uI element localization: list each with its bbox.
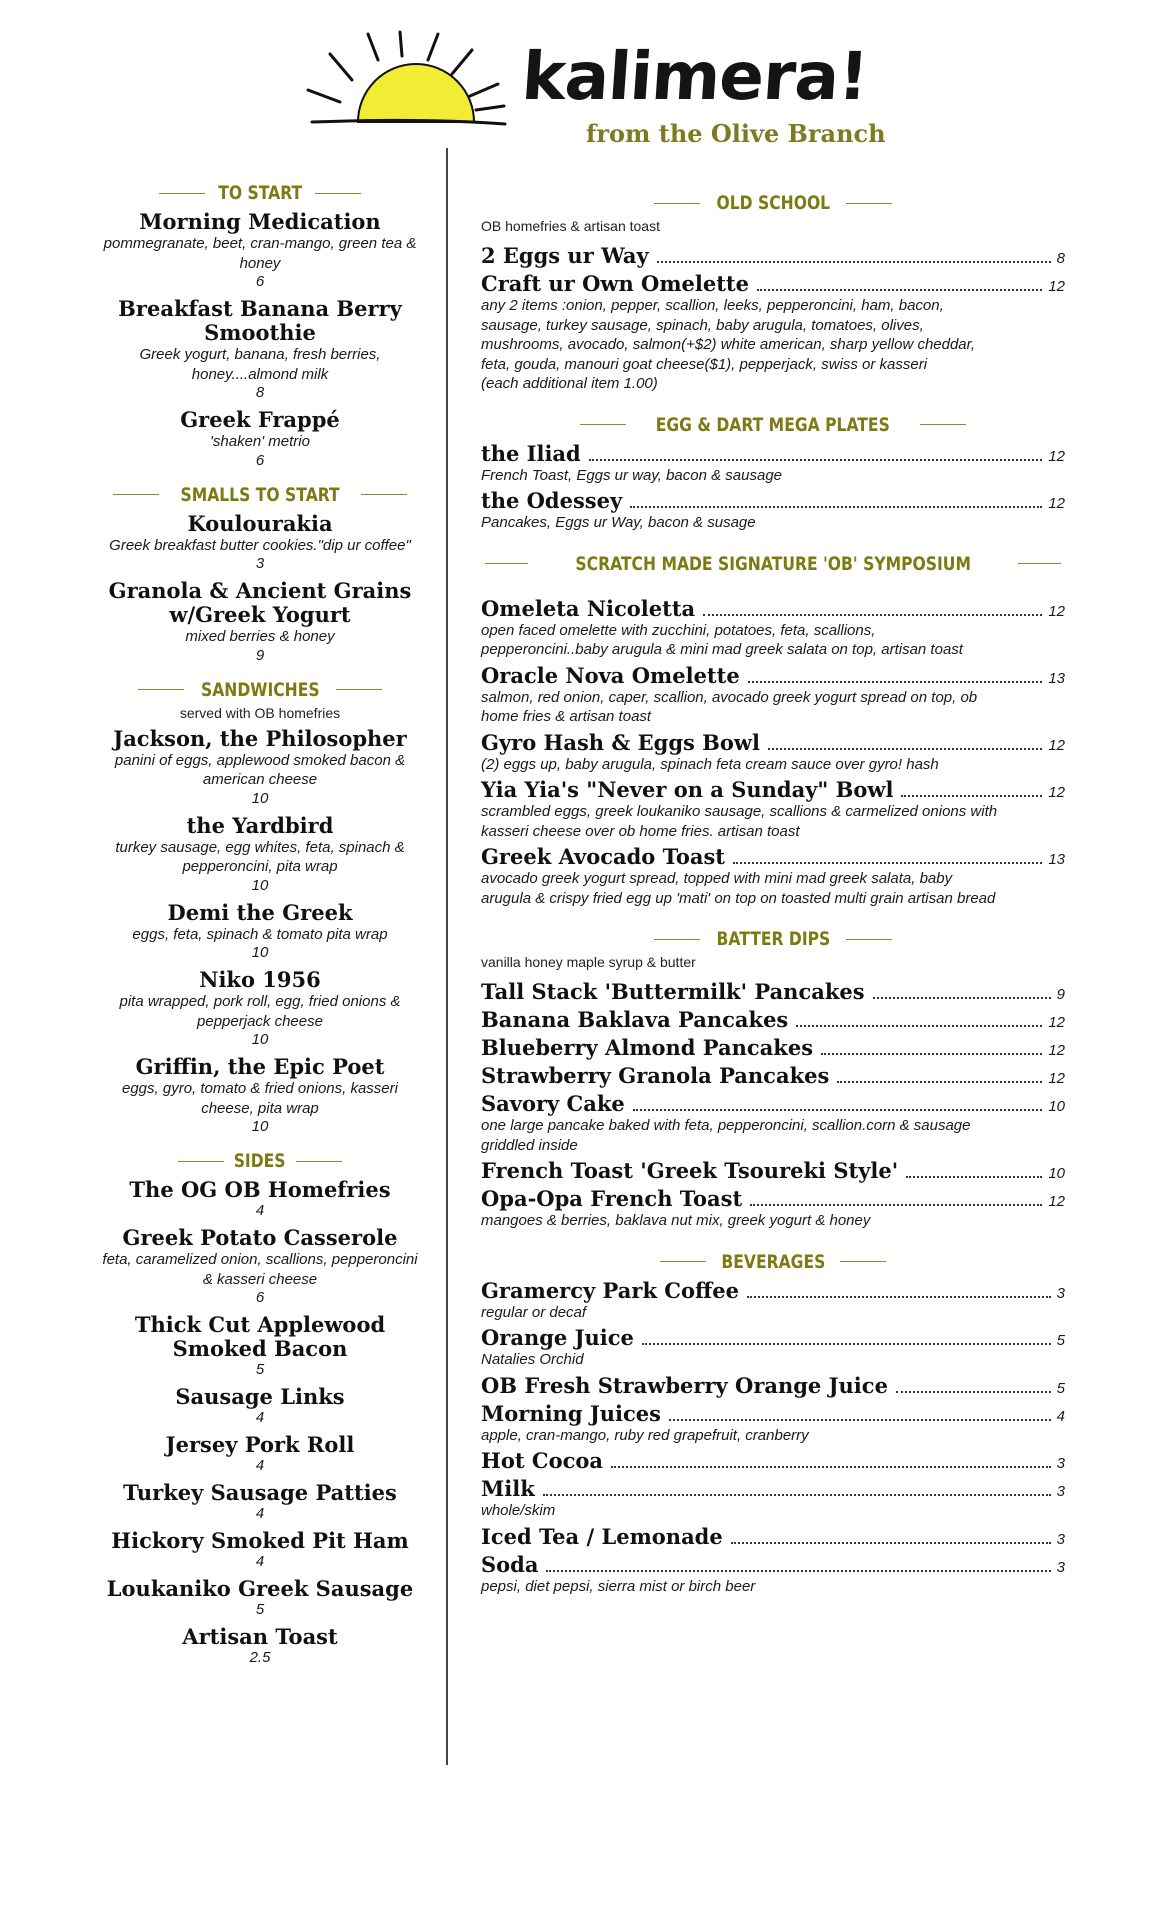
item-description: panini of eggs, applewood smoked bacon & american cheese [114, 751, 406, 788]
item-name: Morning Medication [139, 209, 381, 234]
item-price: 3 [255, 555, 265, 572]
item-description: turkey sausage, egg whites, feta, spinach & pepperoncini, pita wrap [115, 838, 405, 875]
item-price: 10 [251, 944, 269, 961]
menu-item [481, 1092, 1065, 1155]
item-description: Natalies Orchid [481, 1351, 584, 1368]
dot-leader [589, 459, 1043, 461]
divider-line [580, 424, 626, 425]
item-price: 8 [1056, 250, 1065, 267]
dot-leader [748, 681, 1043, 683]
item-row [481, 489, 1065, 513]
menu-item [100, 1481, 420, 1523]
item-row [481, 1036, 1065, 1060]
dot-leader [731, 1542, 1051, 1544]
item-name: Blueberry Almond Pancakes [481, 1035, 814, 1060]
menu-item [100, 1433, 420, 1475]
menu-item [100, 1226, 420, 1307]
menu-item [100, 1625, 420, 1667]
section-title-smalls-to-start [100, 484, 420, 506]
item-description: apple, cran-mango, ruby red grapefruit, cranberry [481, 1426, 809, 1444]
menu-item [100, 512, 420, 574]
dot-leader [546, 1570, 1050, 1572]
item-name: Loukaniko Greek Sausage [106, 1576, 414, 1601]
item-name: Jersey Pork Roll [165, 1432, 355, 1457]
menu-item [481, 664, 1065, 727]
item-name: Milk [481, 1476, 535, 1501]
item-row [481, 778, 1065, 802]
item-price: 3 [1056, 1483, 1065, 1500]
item-price: 6 [255, 1289, 265, 1306]
column-divider [446, 148, 448, 1765]
item-name: Iced Tea / Lemonade [481, 1523, 723, 1549]
divider-line [1018, 563, 1061, 564]
divider-line [336, 689, 382, 690]
item-description: mangoes & berries, baklava nut mix, greek yogurt & honey [481, 1212, 871, 1229]
menu-item [481, 1187, 1065, 1231]
item-row [481, 1525, 1065, 1549]
item-name: Hickory Smoked Pit Ham [111, 1528, 409, 1553]
dot-leader [821, 1053, 1042, 1055]
item-name: Thick Cut Applewood Smoked Bacon [134, 1312, 386, 1361]
menu-item [100, 1055, 420, 1136]
item-description: regular or decaf [481, 1303, 587, 1321]
item-price: 10 [1048, 1165, 1065, 1182]
menu-item [481, 980, 1065, 1004]
dot-leader [757, 289, 1042, 291]
menu-item [481, 778, 1065, 841]
item-row [481, 1553, 1065, 1577]
divider-line [178, 1161, 224, 1162]
item-name: Soda [481, 1551, 539, 1577]
item-name: Artisan Toast [182, 1624, 338, 1649]
section-title-beverages [481, 1251, 1065, 1273]
item-name: Orange Juice [481, 1325, 634, 1350]
dot-leader [747, 1296, 1051, 1298]
item-row [481, 845, 1065, 869]
item-price: 12 [1048, 1070, 1065, 1087]
item-name: Griffin, the Epic Poet [135, 1054, 385, 1079]
item-price: 5 [1056, 1379, 1065, 1397]
menu-item [481, 1159, 1065, 1183]
item-row [481, 1402, 1065, 1426]
item-price: 3 [1056, 1558, 1065, 1576]
dot-leader [750, 1204, 1042, 1206]
item-price: 12 [1048, 602, 1065, 620]
dot-leader [837, 1081, 1042, 1083]
item-name: Hot Cocoa [481, 1448, 603, 1473]
dot-leader [703, 614, 1042, 616]
item-name: Opa-Opa French Toast [481, 1186, 743, 1211]
item-price: 6 [255, 451, 265, 469]
divider-line [361, 494, 407, 495]
item-price: 3 [1056, 1284, 1065, 1302]
dot-leader [642, 1343, 1051, 1345]
divider-line [920, 424, 966, 425]
divider-line [654, 203, 700, 204]
item-price: 6 [255, 273, 265, 290]
item-price: 9 [255, 646, 265, 664]
menu-item [481, 597, 1065, 660]
item-price: 12 [1048, 736, 1065, 754]
item-name: Gyro Hash & Eggs Bowl [481, 729, 760, 755]
item-description: whole/skim [481, 1502, 556, 1519]
item-price: 12 [1048, 447, 1065, 465]
item-description: 'shaken' metrio [210, 433, 310, 450]
dot-leader [873, 997, 1051, 999]
menu-item [481, 731, 1065, 775]
section-heading: SIDES [234, 1150, 286, 1172]
right-column [481, 192, 1065, 1600]
section-heading: BEVERAGES [721, 1250, 825, 1273]
item-name: Banana Baklava Pancakes [481, 1007, 789, 1032]
item-name: Omeleta Nicoletta [481, 595, 696, 621]
item-row [481, 272, 1065, 296]
section-title-egg-dart-mega-plates [481, 414, 1065, 436]
divider-line [485, 563, 528, 564]
item-description: one large pancake baked with feta, pepperoncini, scallion.corn & sausage griddled inside [481, 1117, 975, 1154]
item-price: 3 [1056, 1530, 1065, 1548]
item-description: Pancakes, Eggs ur Way, bacon & susage [481, 514, 756, 531]
item-name: OB Fresh Strawberry Orange Juice [481, 1372, 888, 1398]
item-name: the Odessey [481, 488, 623, 513]
menu-item [100, 210, 420, 291]
dot-leader [543, 1494, 1051, 1496]
menu-item [100, 1529, 420, 1571]
section-note: vanilla honey maple syrup & butter [481, 954, 696, 970]
item-name: Greek Avocado Toast [481, 844, 725, 869]
divider-line [315, 193, 361, 194]
item-price: 4 [1056, 1407, 1065, 1425]
menu-item [100, 408, 420, 470]
item-row [481, 980, 1065, 1004]
menu-item [481, 1449, 1065, 1473]
item-row [481, 1374, 1065, 1398]
dot-leader [906, 1176, 1042, 1178]
item-description: scrambled eggs, greek loukaniko sausage, scallions & carmelized onions with kasseri cheese over ob home fries. artisan toast [481, 803, 1002, 840]
section-heading: SANDWICHES [200, 678, 320, 701]
item-name: Savory Cake [481, 1091, 625, 1116]
item-row [481, 1064, 1065, 1088]
menu-item [481, 489, 1065, 533]
item-row [481, 664, 1065, 688]
dot-leader [633, 1109, 1043, 1111]
item-row [481, 442, 1065, 466]
item-name: Greek Potato Casserole [122, 1225, 398, 1250]
item-name: Niko 1956 [199, 967, 321, 992]
item-price: 8 [255, 384, 265, 401]
section-title-scratch-made-signature-ob-symposium [481, 553, 1065, 575]
item-row [481, 1279, 1065, 1303]
item-description: pita wrapped, pork roll, egg, fried onions & pepperjack cheese [119, 993, 401, 1030]
divider-line [846, 939, 892, 940]
menu-item [100, 1577, 420, 1619]
menu-item [481, 1064, 1065, 1088]
item-price: 12 [1048, 1042, 1065, 1059]
item-name: Morning Juices [481, 1400, 661, 1426]
menu-item [481, 1402, 1065, 1446]
item-name: Breakfast Banana Berry Smoothie [118, 296, 402, 345]
item-description: Greek yogurt, banana, fresh berries, honey....almond milk [139, 346, 381, 383]
item-price: 3 [1056, 1455, 1065, 1472]
menu-item [100, 901, 420, 963]
item-price: 10 [251, 1118, 269, 1135]
item-price: 5 [255, 1601, 265, 1618]
item-row [481, 1449, 1065, 1473]
item-row [481, 1326, 1065, 1350]
item-name: The OG OB Homefries [129, 1177, 391, 1202]
item-description: feta, caramelized onion, scallions, pepperoncini & kasseri cheese [102, 1251, 418, 1288]
brand-name: kalimera! [519, 38, 871, 115]
item-price: 4 [255, 1409, 265, 1426]
item-name: the Yardbird [186, 812, 334, 838]
item-price: 10 [251, 876, 269, 894]
dot-leader [611, 1466, 1051, 1468]
left-column [100, 182, 420, 1673]
item-price: 4 [255, 1202, 265, 1219]
item-description: French Toast, Eggs ur way, bacon & sausage [481, 466, 783, 484]
item-description: avocado greek yogurt spread, topped with mini mad greek salata, baby arugula & crispy fried egg up 'mati' on top on toasted multi grain artisan bread [481, 870, 996, 907]
section-title-to-start [100, 182, 420, 204]
menu-item [481, 845, 1065, 908]
menu-item [100, 579, 420, 665]
section-heading: OLD SCHOOL [716, 192, 830, 214]
item-price: 9 [1056, 986, 1065, 1003]
item-name: Tall Stack 'Buttermilk' Pancakes [481, 979, 865, 1004]
dot-leader [657, 261, 1051, 263]
divider-line [840, 1261, 886, 1262]
divider-line [113, 494, 159, 495]
item-name: the Iliad [481, 440, 581, 466]
menu-item [481, 1326, 1065, 1370]
item-price: 12 [1048, 495, 1065, 512]
divider-line [846, 203, 892, 204]
menu-item [481, 1008, 1065, 1032]
item-description: eggs, feta, spinach & tomato pita wrap [132, 925, 388, 943]
menu-item [481, 1477, 1065, 1521]
item-price: 5 [1056, 1332, 1065, 1349]
dot-leader [768, 748, 1042, 750]
item-description: open faced omelette with zucchini, potatoes, feta, scallions, pepperoncini..baby arugula & mini mad greek salata on top, artisan toast [481, 621, 963, 658]
item-name: Greek Frappé [180, 407, 340, 432]
item-description: mixed berries & honey [185, 628, 335, 645]
item-row [481, 1092, 1065, 1116]
item-price: 4 [255, 1505, 265, 1522]
sun-icon [300, 30, 530, 130]
section-title-sandwiches [100, 679, 420, 701]
item-description: salmon, red onion, caper, scallion, avocado greek yogurt spread on top, ob home fries & artisan toast [481, 688, 982, 725]
item-price: 12 [1048, 784, 1065, 801]
section-heading: BATTER DIPS [716, 928, 830, 950]
item-description: eggs, gyro, tomato & fried onions, kasseri cheese, pita wrap [122, 1080, 398, 1117]
menu-item [481, 1374, 1065, 1398]
item-price: 2.5 [249, 1649, 271, 1666]
dot-leader [630, 506, 1042, 508]
item-name: French Toast 'Greek Tsoureki Style' [481, 1158, 899, 1183]
item-price: 12 [1048, 1193, 1065, 1210]
item-price: 12 [1048, 1014, 1065, 1031]
divider-line [159, 193, 205, 194]
section-note: served with OB homefries [179, 704, 341, 721]
item-description: Greek breakfast butter cookies."dip ur coffee" [109, 536, 411, 554]
menu-item [481, 1036, 1065, 1060]
item-name: Strawberry Granola Pancakes [481, 1063, 830, 1088]
item-name: Turkey Sausage Patties [123, 1480, 397, 1505]
menu-item [481, 1553, 1065, 1597]
menu-item [481, 442, 1065, 486]
dot-leader [669, 1419, 1051, 1421]
menu-item [100, 1178, 420, 1220]
item-name: Koulourakia [187, 510, 333, 536]
divider-line [138, 689, 184, 690]
brand-tagline: from the Olive Branch [586, 119, 886, 148]
item-name: Gramercy Park Coffee [481, 1277, 739, 1303]
menu-item [100, 968, 420, 1049]
section-heading: SMALLS TO START [180, 483, 340, 506]
item-price: 12 [1048, 278, 1065, 295]
item-row [481, 244, 1065, 268]
item-price: 10 [251, 1031, 269, 1048]
item-name: Sausage Links [175, 1384, 345, 1409]
section-title-sides [100, 1150, 420, 1172]
item-name: Craft ur Own Omelette [481, 271, 749, 296]
dot-leader [896, 1391, 1051, 1393]
item-name: 2 Eggs ur Way [481, 243, 649, 268]
menu-item [481, 244, 1065, 268]
menu-item [481, 1279, 1065, 1323]
menu-item [481, 1525, 1065, 1549]
menu-item [100, 727, 420, 808]
section-title-old-school [481, 192, 1065, 214]
item-description: (2) eggs up, baby arugula, spinach feta cream sauce over gyro! hash [481, 755, 939, 773]
section-heading: SCRATCH MADE SIGNATURE 'OB' SYMPOSIUM [575, 552, 971, 575]
item-name: Granola & Ancient Grains w/Greek Yogurt [108, 578, 412, 627]
item-price: 4 [255, 1457, 265, 1474]
item-price: 5 [255, 1361, 265, 1378]
dot-leader [733, 862, 1042, 864]
divider-line [296, 1161, 342, 1162]
item-row [481, 1477, 1065, 1501]
menu-item [481, 272, 1065, 394]
item-name: Demi the Greek [167, 899, 353, 925]
section-heading: TO START [218, 182, 302, 204]
section-title-batter-dips [481, 928, 1065, 950]
divider-line [654, 939, 700, 940]
item-price: 13 [1048, 669, 1065, 687]
menu-item [100, 1313, 420, 1379]
section-note: OB homefries & artisan toast [481, 218, 660, 234]
item-row [481, 1008, 1065, 1032]
menu-item [100, 1385, 420, 1427]
menu-item [100, 814, 420, 895]
item-description: any 2 items :onion, pepper, scallion, leeks, pepperoncini, ham, bacon, sausage, turkey sausage, spinach, baby arugula, tomatoes, olives, mushrooms, avocado, salmon(+$2) white american, sharp yellow cheddar, feta, gouda, manouri goat cheese($1), pepperjack, swiss or kasseri (each additional item 1.00) [481, 297, 980, 392]
item-price: 10 [251, 789, 269, 807]
item-name: Yia Yia's "Never on a Sunday" Bowl [481, 777, 894, 802]
item-row [481, 1159, 1065, 1183]
section-heading: EGG & DART MEGA PLATES [655, 413, 891, 436]
divider-line [660, 1261, 706, 1262]
item-row [481, 597, 1065, 621]
item-price: 13 [1048, 851, 1065, 868]
item-row [481, 1187, 1065, 1211]
item-name: Jackson, the Philosopher [113, 725, 407, 751]
item-description: pommegranate, beet, cran-mango, green tea & honey [103, 235, 417, 272]
dot-leader [901, 795, 1042, 797]
item-row [481, 731, 1065, 755]
item-description: pepsi, diet pepsi, sierra mist or birch beer [481, 1577, 756, 1595]
dot-leader [796, 1025, 1042, 1027]
menu-item [100, 297, 420, 402]
item-name: Oracle Nova Omelette [481, 662, 740, 688]
item-price: 4 [255, 1553, 265, 1570]
item-price: 10 [1048, 1098, 1065, 1115]
